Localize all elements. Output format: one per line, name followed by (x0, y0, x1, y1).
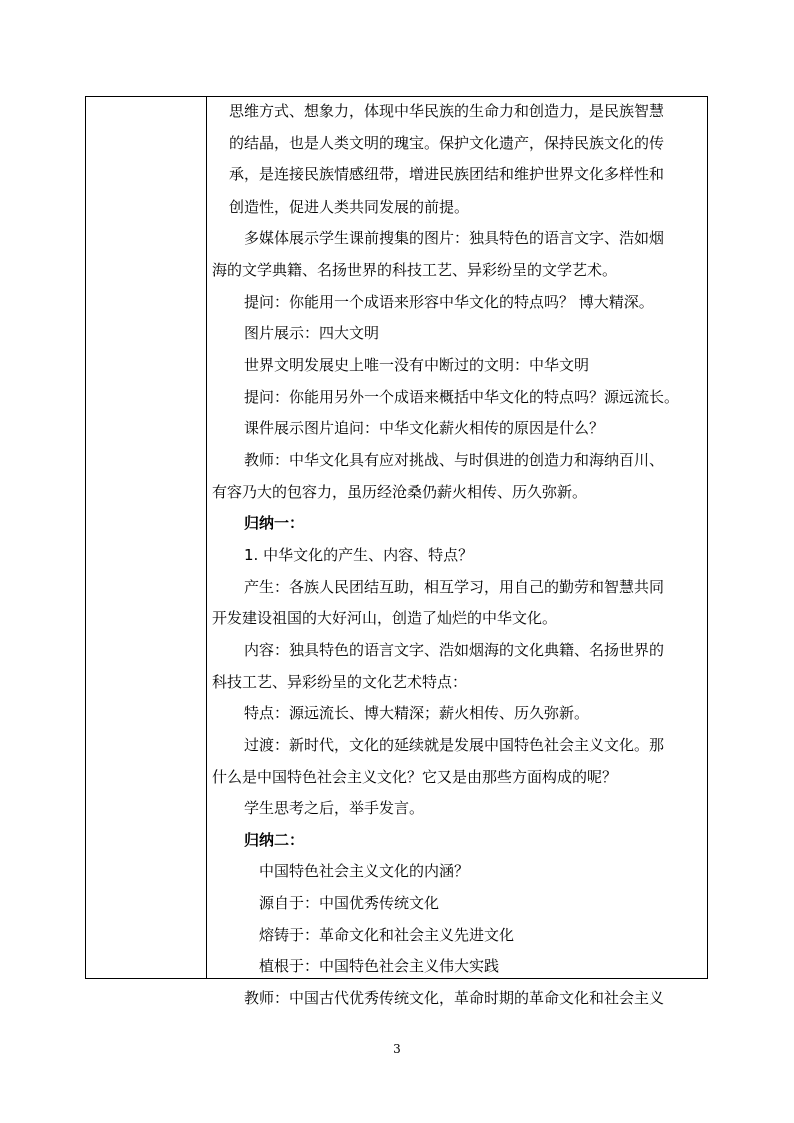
text-line: 开发建设祖国的大好河山，创造了灿烂的中华文化。 (212, 609, 558, 627)
text-line: 1. 中华文化的产生、内容、特点？ (244, 546, 474, 564)
text-line: 学生思考之后，举手发言。 (244, 799, 425, 817)
page-number: 3 (393, 1042, 401, 1056)
text-line: 课件展示图片追问：中华文化薪火相传的原因是什么？ (244, 419, 605, 437)
left-label-cell (86, 97, 206, 978)
lesson-plan-table (85, 96, 708, 1007)
text-line: 教师：中华文化具有应对挑战、与时俱进的创造力和海纳百川、 (244, 451, 665, 469)
text-line: 源自于：中国优秀传统文化 (259, 894, 440, 912)
text-line: 多媒体展示学生课前搜集的图片：独具特色的语言文字、浩如烟 (244, 229, 665, 247)
text-line: 的结晶，也是人类文明的瑰宝。保护文化遗产，保持民族文化的传 (229, 134, 665, 152)
text-line: 创造性，促进人类共同发展的前提。 (229, 198, 470, 216)
text-line: 什么是中国特色社会主义文化？它又是由那些方面构成的呢？ (212, 768, 618, 786)
text-line: 图片展示：四大文明 (244, 324, 380, 342)
text-line: 特点：源远流长、博大精深；薪火相传、历久弥新。 (244, 704, 590, 722)
text-line: 提问：你能用另外一个成语来概括中华文化的特点吗？源远流长。 (244, 388, 680, 406)
text-line: 有容乃大的包容力，虽历经沧桑仍薪火相传、历久弥新。 (212, 483, 588, 501)
text-line: 中国特色社会主义文化的内涵？ (259, 862, 470, 880)
text-line: 海的文学典籍、名扬世界的科技工艺、异彩纷呈的文学艺术。 (212, 261, 618, 279)
text-line: 世界文明发展史上唯一没有中断过的文明：中华文明 (244, 356, 590, 374)
text-line: 提问：你能用一个成语来形容中华文化的特点吗？ 博大精深。 (244, 293, 654, 311)
text-line: 思维方式、想象力，体现中华民族的生命力和创造力，是民族智慧 (229, 102, 665, 120)
section-heading: 归纳一： (244, 514, 305, 532)
content-cell (207, 97, 707, 1007)
text-line: 植根于：中国特色社会主义伟大实践 (259, 957, 500, 975)
text-line: 产生：各族人民团结互助，相互学习，用自己的勤劳和智慧共同 (244, 578, 665, 596)
text-line: 承，是连接民族情感纽带，增进民族团结和维护世界文化多样性和 (229, 165, 665, 183)
text-line: 熔铸于：革命文化和社会主义先进文化 (259, 926, 515, 944)
text-line: 内容：独具特色的语言文字、浩如烟海的文化典籍、名扬世界的 (244, 641, 665, 659)
text-line: 教师：中国古代优秀传统文化，革命时期的革命文化和社会主义 (244, 989, 665, 1007)
text-line: 过渡：新时代，文化的延续就是发展中国特色社会主义文化。那 (244, 736, 665, 754)
text-line: 科技工艺、异彩纷呈的文化艺术特点： (212, 673, 468, 691)
section-heading: 归纳二： (244, 831, 305, 849)
